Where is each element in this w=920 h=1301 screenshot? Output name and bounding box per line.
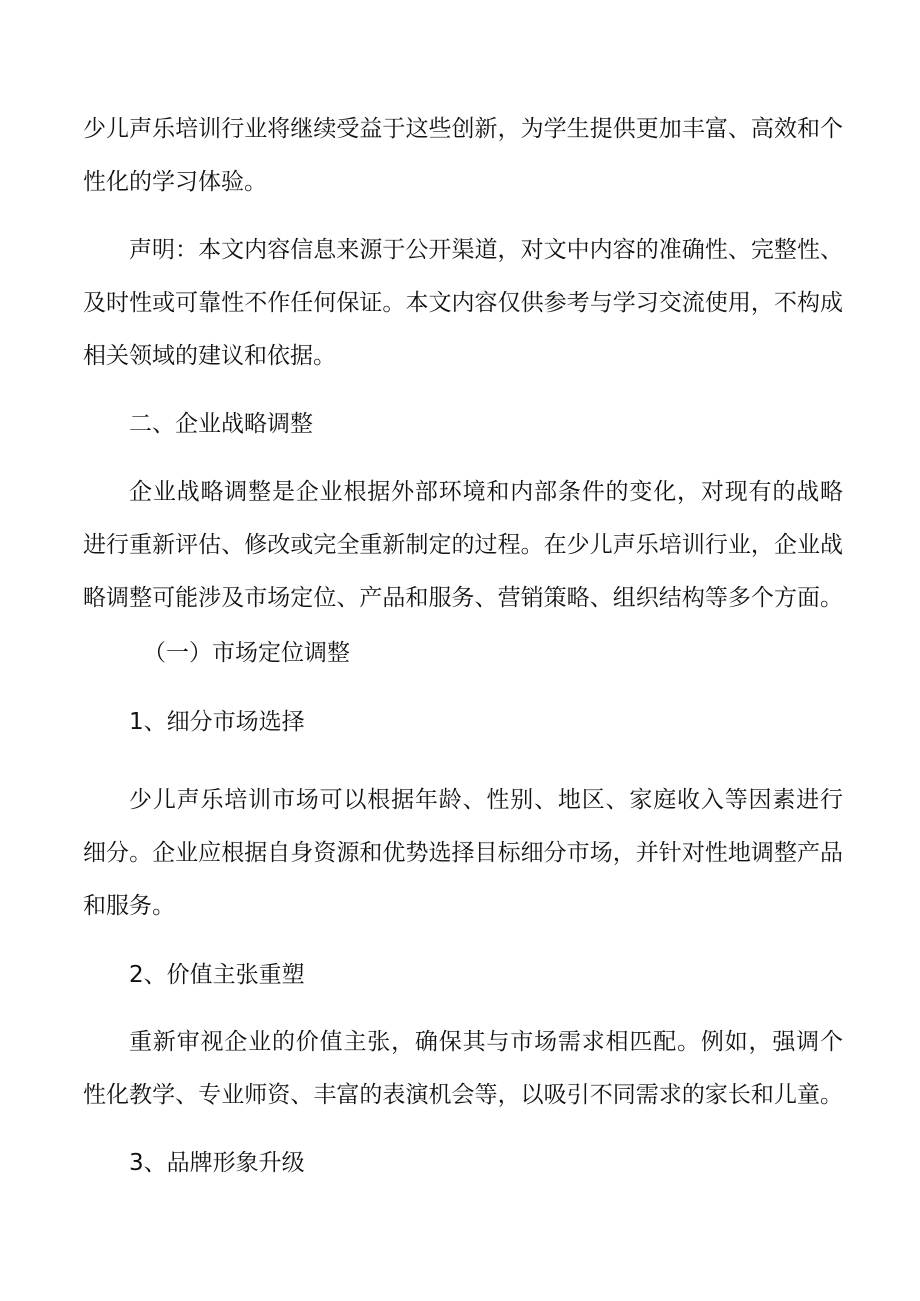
item-heading: 3、品牌形象升级 bbox=[129, 1150, 305, 1176]
paragraph-line: 和服务。 bbox=[83, 893, 175, 919]
disclaimer-line: 声明：本文内容信息来源于公开渠道，对文中内容的准确性、完整性、 bbox=[129, 237, 843, 263]
disclaimer-line: 相关领域的建议和依据。 bbox=[83, 343, 336, 369]
section-heading: 二、企业战略调整 bbox=[129, 411, 313, 437]
disclaimer-line: 及时性或可靠性不作任何保证。本文内容仅供参考与学习交流使用，不构成 bbox=[83, 290, 843, 316]
paragraph-line: 少儿声乐培训市场可以根据年龄、性别、地区、家庭收入等因素进行 bbox=[129, 787, 843, 813]
paragraph-line: 细分。企业应根据自身资源和优势选择目标细分市场，并针对性地调整产品 bbox=[83, 840, 843, 866]
paragraph-line: 略调整可能涉及市场定位、产品和服务、营销策略、组织结构等多个方面。 bbox=[83, 585, 843, 611]
paragraph-line: 性化教学、专业师资、丰富的表演机会等，以吸引不同需求的家长和儿童。 bbox=[83, 1082, 843, 1108]
paragraph-line: 少儿声乐培训行业将继续受益于这些创新，为学生提供更加丰富、高效和个 bbox=[83, 116, 843, 142]
paragraph-line: 企业战略调整是企业根据外部环境和内部条件的变化，对现有的战略 bbox=[129, 479, 843, 505]
item-heading: 1、细分市场选择 bbox=[129, 709, 305, 735]
paragraph-line: 重新审视企业的价值主张，确保其与市场需求相匹配。例如，强调个 bbox=[129, 1029, 843, 1055]
subsection-heading: （一）市场定位调整 bbox=[143, 640, 350, 666]
paragraph-line: 性化的学习体验。 bbox=[83, 169, 267, 195]
item-heading: 2、价值主张重塑 bbox=[129, 962, 305, 988]
paragraph-line: 进行重新评估、修改或完全重新制定的过程。在少儿声乐培训行业，企业战 bbox=[83, 532, 843, 558]
